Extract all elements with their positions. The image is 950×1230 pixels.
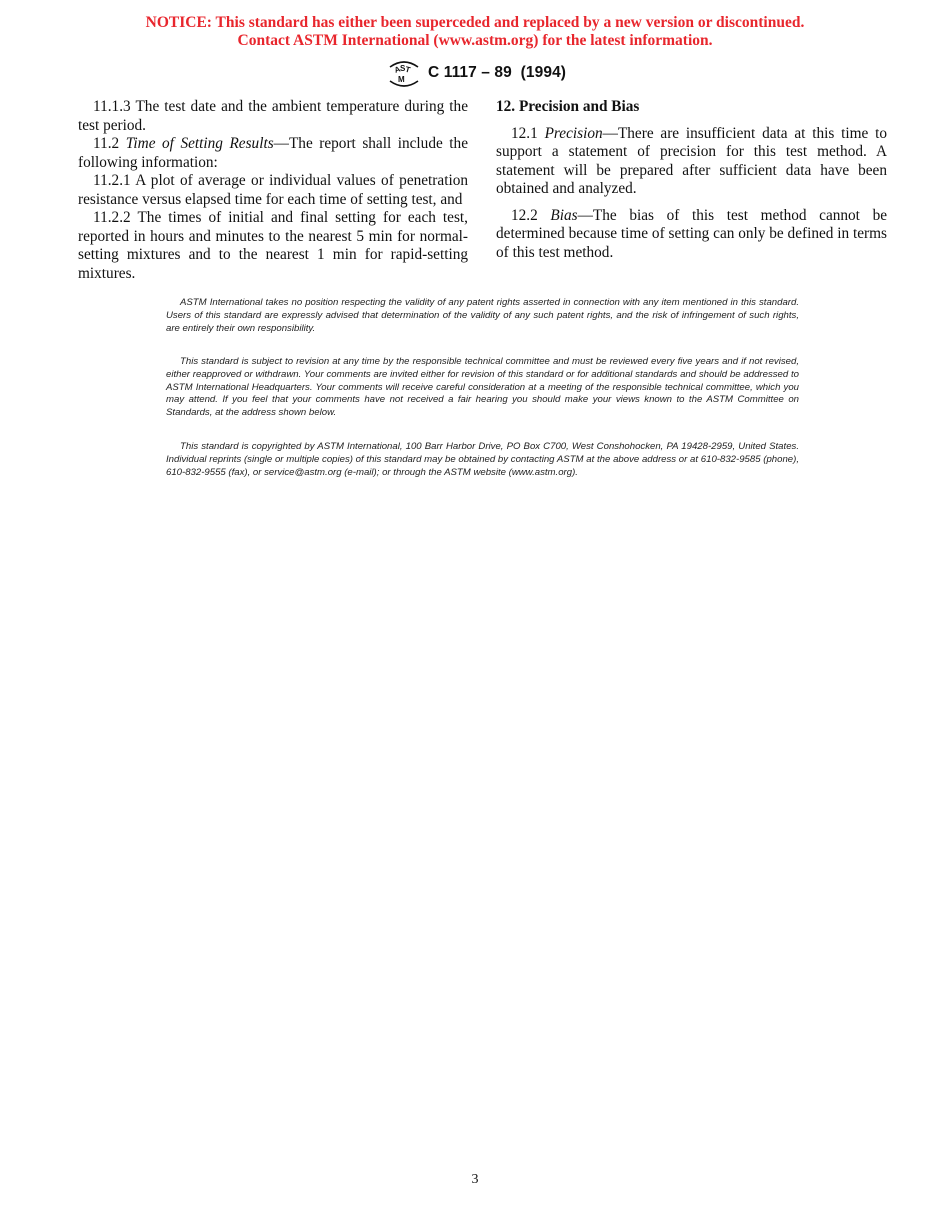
svg-text:S: S xyxy=(400,64,406,73)
paragraph-11-2: 11.2 Time of Setting Results—The report shall include the following information: xyxy=(78,135,468,171)
patent-notice: ASTM International takes no position respecting the validity of any patent rights asserted in connection with any item mentioned in this standard. Users of this standard are expressly advised that determination of the validity of any such patent rights, and the risk of infringement of such rights, are entirely their own responsibility. xyxy=(166,297,799,334)
paragraph-12-2: 12.2 Bias—The bias of this test method cannot be determined because time of setting can only be defined in terms of this test method. xyxy=(496,206,888,261)
paragraph-12-1: 12.1 Precision—There are insufficient data at this time to support a statement of precision for this test method. A statement will be prepared after sufficient data have been obtained and analyzed. xyxy=(496,124,888,197)
notice-line-2: Contact ASTM International (www.astm.org) for the latest information. xyxy=(237,32,713,49)
svg-text:T: T xyxy=(404,64,412,75)
paragraph-11-2-2: 11.2.2 The times of initial and final setting for each test, reported in hours and minutes to the nearest 5 min for normal-setting mixtures and to the nearest 1 min for rapid-setting mixtures. xyxy=(78,209,468,282)
right-column xyxy=(496,98,887,262)
copyright-notice: This standard is copyrighted by ASTM International, 100 Barr Harbor Drive, PO Box C700, West Conshohocken, PA 19428-2959, United States. Individual reprints (single or multiple copies) of this standard may be obtained by contacting ASTM at the above address or at 610-832-9585 (phone), 610-832-9555 (fax), or service@astm.org (e-mail); or through the ASTM website (www.astm.org). xyxy=(166,441,799,478)
left-column xyxy=(78,98,468,283)
page-number: 3 xyxy=(471,1172,479,1187)
notice-line-1: NOTICE: This standard has either been superceded and replaced by a new version or discontinued. xyxy=(145,14,805,31)
section-heading-precision-bias: 12. Precision and Bias xyxy=(496,98,640,115)
paragraph-11-2-1: 11.2.1 A plot of average or individual values of penetration resistance versus elapsed time for each time of setting test, and xyxy=(78,172,468,208)
standard-designation: C 1117 – 89 (1994) xyxy=(428,64,567,81)
notice-banner xyxy=(0,14,950,50)
astm-logo-icon xyxy=(386,59,422,89)
svg-text:M: M xyxy=(398,75,405,84)
paragraph-11-1-3: 11.1.3 The test date and the ambient temperature during the test period. xyxy=(78,98,468,134)
svg-text:A: A xyxy=(393,64,402,75)
document-header xyxy=(0,59,950,91)
revision-notice: This standard is subject to revision at any time by the responsible technical committee and must be reviewed every five years and if not revised, either reapproved or withdrawn. Your comments are invited either for revision of this standard or for additional standards and should be addressed to ASTM International Headquarters. Your comments will receive careful consideration at a meeting of the responsible technical committee, which you may attend. If you feel that your comments have not received a fair hearing you should make your views known to the ASTM Committee on Standards, at the address shown below. xyxy=(166,356,799,419)
